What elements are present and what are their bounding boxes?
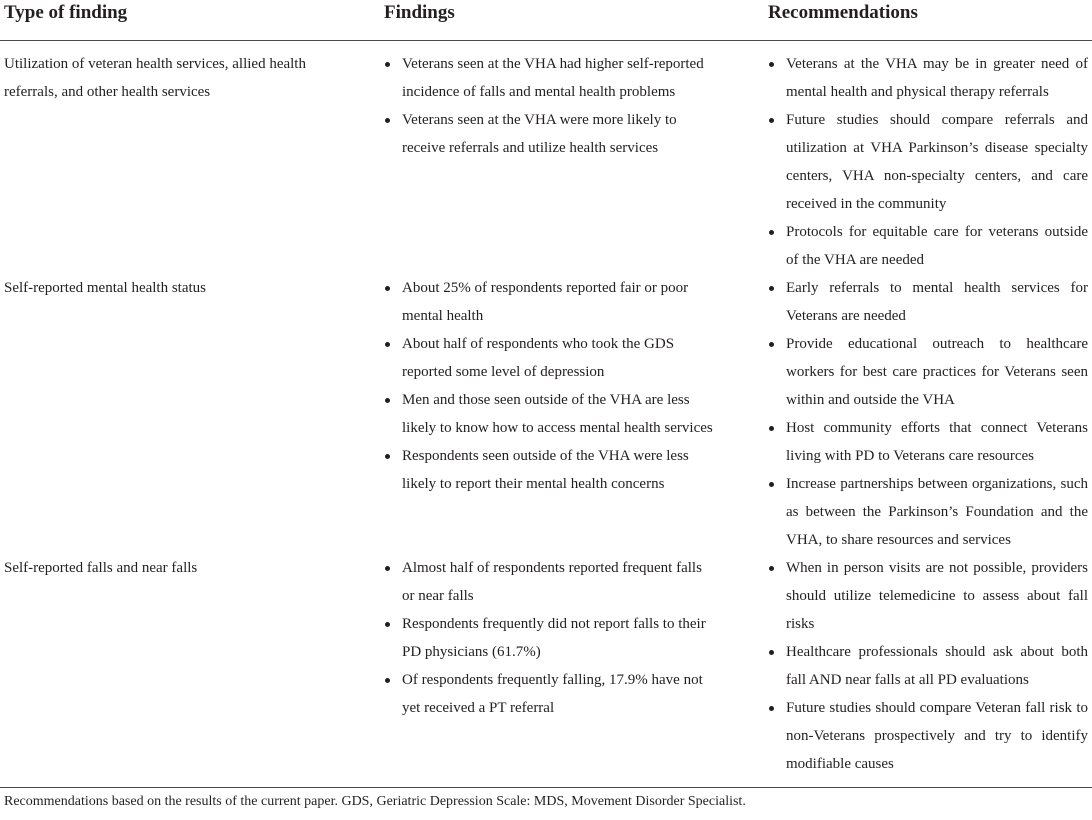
list-item xyxy=(768,106,1088,218)
list-item xyxy=(768,330,1088,414)
bullet-icon xyxy=(769,118,774,123)
bullet-icon xyxy=(385,118,390,123)
bullet-icon xyxy=(385,678,390,683)
recommendations-cell xyxy=(768,50,1088,274)
finding-text: Of respondents frequently falling, 17.9% have not yet received a PT referral xyxy=(402,672,703,716)
type-cell: Utilization of veteran health services, allied health referrals, and other health services xyxy=(4,56,306,100)
bullet-icon xyxy=(385,622,390,627)
bullet-icon xyxy=(769,706,774,711)
table-footnote: Recommendations based on the results of the current paper. GDS, Geriatric Depression Scale: MDS, Movement Disorder Specialist. xyxy=(4,794,746,809)
bullet-icon xyxy=(385,566,390,571)
list-item xyxy=(384,330,714,386)
findings-cell xyxy=(384,50,714,162)
list-item xyxy=(768,50,1088,106)
bullet-icon xyxy=(769,230,774,235)
list-item xyxy=(384,554,714,610)
table-header xyxy=(0,0,1092,41)
list-item xyxy=(384,386,714,442)
recommendations-cell xyxy=(768,274,1088,554)
finding-text: About half of respondents who took the GDS reported some level of depression xyxy=(402,336,675,380)
bullet-icon xyxy=(385,286,390,291)
bullet-icon xyxy=(769,62,774,67)
finding-text: Almost half of respondents reported frequent falls or near falls xyxy=(402,560,702,604)
findings-cell xyxy=(384,274,714,498)
bullet-icon xyxy=(769,650,774,655)
list-item xyxy=(384,610,714,666)
header-findings: Findings xyxy=(384,2,455,23)
list-item xyxy=(384,274,714,330)
list-item xyxy=(768,638,1088,694)
header-type-of-finding: Type of finding xyxy=(4,2,128,23)
list-item xyxy=(768,218,1088,274)
list-item xyxy=(768,554,1088,638)
list-item xyxy=(384,50,714,106)
list-item xyxy=(768,414,1088,470)
bullet-icon xyxy=(769,286,774,291)
bullet-icon xyxy=(769,482,774,487)
recommendations-cell xyxy=(768,554,1088,778)
list-item xyxy=(768,694,1088,778)
recommendation-text: Early referrals to mental health services for Veterans are needed xyxy=(786,280,1088,324)
list-item xyxy=(384,666,714,722)
list-item xyxy=(768,470,1088,554)
list-item xyxy=(384,106,714,162)
finding-text: Men and those seen outside of the VHA are less likely to know how to access mental health services xyxy=(402,392,713,436)
recommendation-text: Future studies should compare referrals and utilization at VHA Parkinson’s disease specialty centers, VHA non-specialty centers, and care received in the community xyxy=(786,112,1088,212)
findings-cell xyxy=(384,554,714,722)
recommendation-text: When in person visits are not possible, providers should utilize telemedicine to assess about fall risks xyxy=(786,560,1088,632)
bullet-icon xyxy=(385,398,390,403)
finding-text: Veterans seen at the VHA were more likely to receive referrals and utilize health services xyxy=(402,112,677,156)
finding-text: Respondents seen outside of the VHA were less likely to report their mental health concerns xyxy=(402,448,689,492)
finding-text: Respondents frequently did not report falls to their PD physicians (61.7%) xyxy=(402,616,706,660)
bullet-icon xyxy=(385,454,390,459)
bullet-icon xyxy=(385,342,390,347)
header-recommendations: Recommendations xyxy=(768,2,918,23)
recommendation-text: Protocols for equitable care for veterans outside of the VHA are needed xyxy=(786,224,1088,268)
bullet-icon xyxy=(769,566,774,571)
recommendation-text: Veterans at the VHA may be in greater need of mental health and physical therapy referrals xyxy=(786,56,1088,100)
finding-text: Veterans seen at the VHA had higher self-reported incidence of falls and mental health problems xyxy=(402,56,704,100)
recommendation-text: Host community efforts that connect Veterans living with PD to Veterans care resources xyxy=(786,420,1088,464)
recommendation-text: Healthcare professionals should ask about both fall AND near falls at all PD evaluations xyxy=(786,644,1088,688)
finding-text: About 25% of respondents reported fair or poor mental health xyxy=(402,280,689,324)
recommendation-text: Provide educational outreach to healthcare workers for best care practices for Veterans seen within and outside the VHA xyxy=(786,336,1088,408)
list-item xyxy=(384,442,714,498)
bullet-icon xyxy=(769,342,774,347)
list-item xyxy=(768,274,1088,330)
bullet-icon xyxy=(385,62,390,67)
bullet-icon xyxy=(769,426,774,431)
type-cell: Self-reported falls and near falls xyxy=(4,560,198,576)
table-bottom-rule xyxy=(0,787,1092,788)
recommendation-text: Future studies should compare Veteran fall risk to non-Veterans prospectively and try to identify modifiable causes xyxy=(786,700,1088,772)
recommendation-text: Increase partnerships between organizations, such as between the Parkinson’s Foundation and the VHA, to share resources and services xyxy=(786,476,1088,548)
type-cell: Self-reported mental health status xyxy=(4,280,207,296)
